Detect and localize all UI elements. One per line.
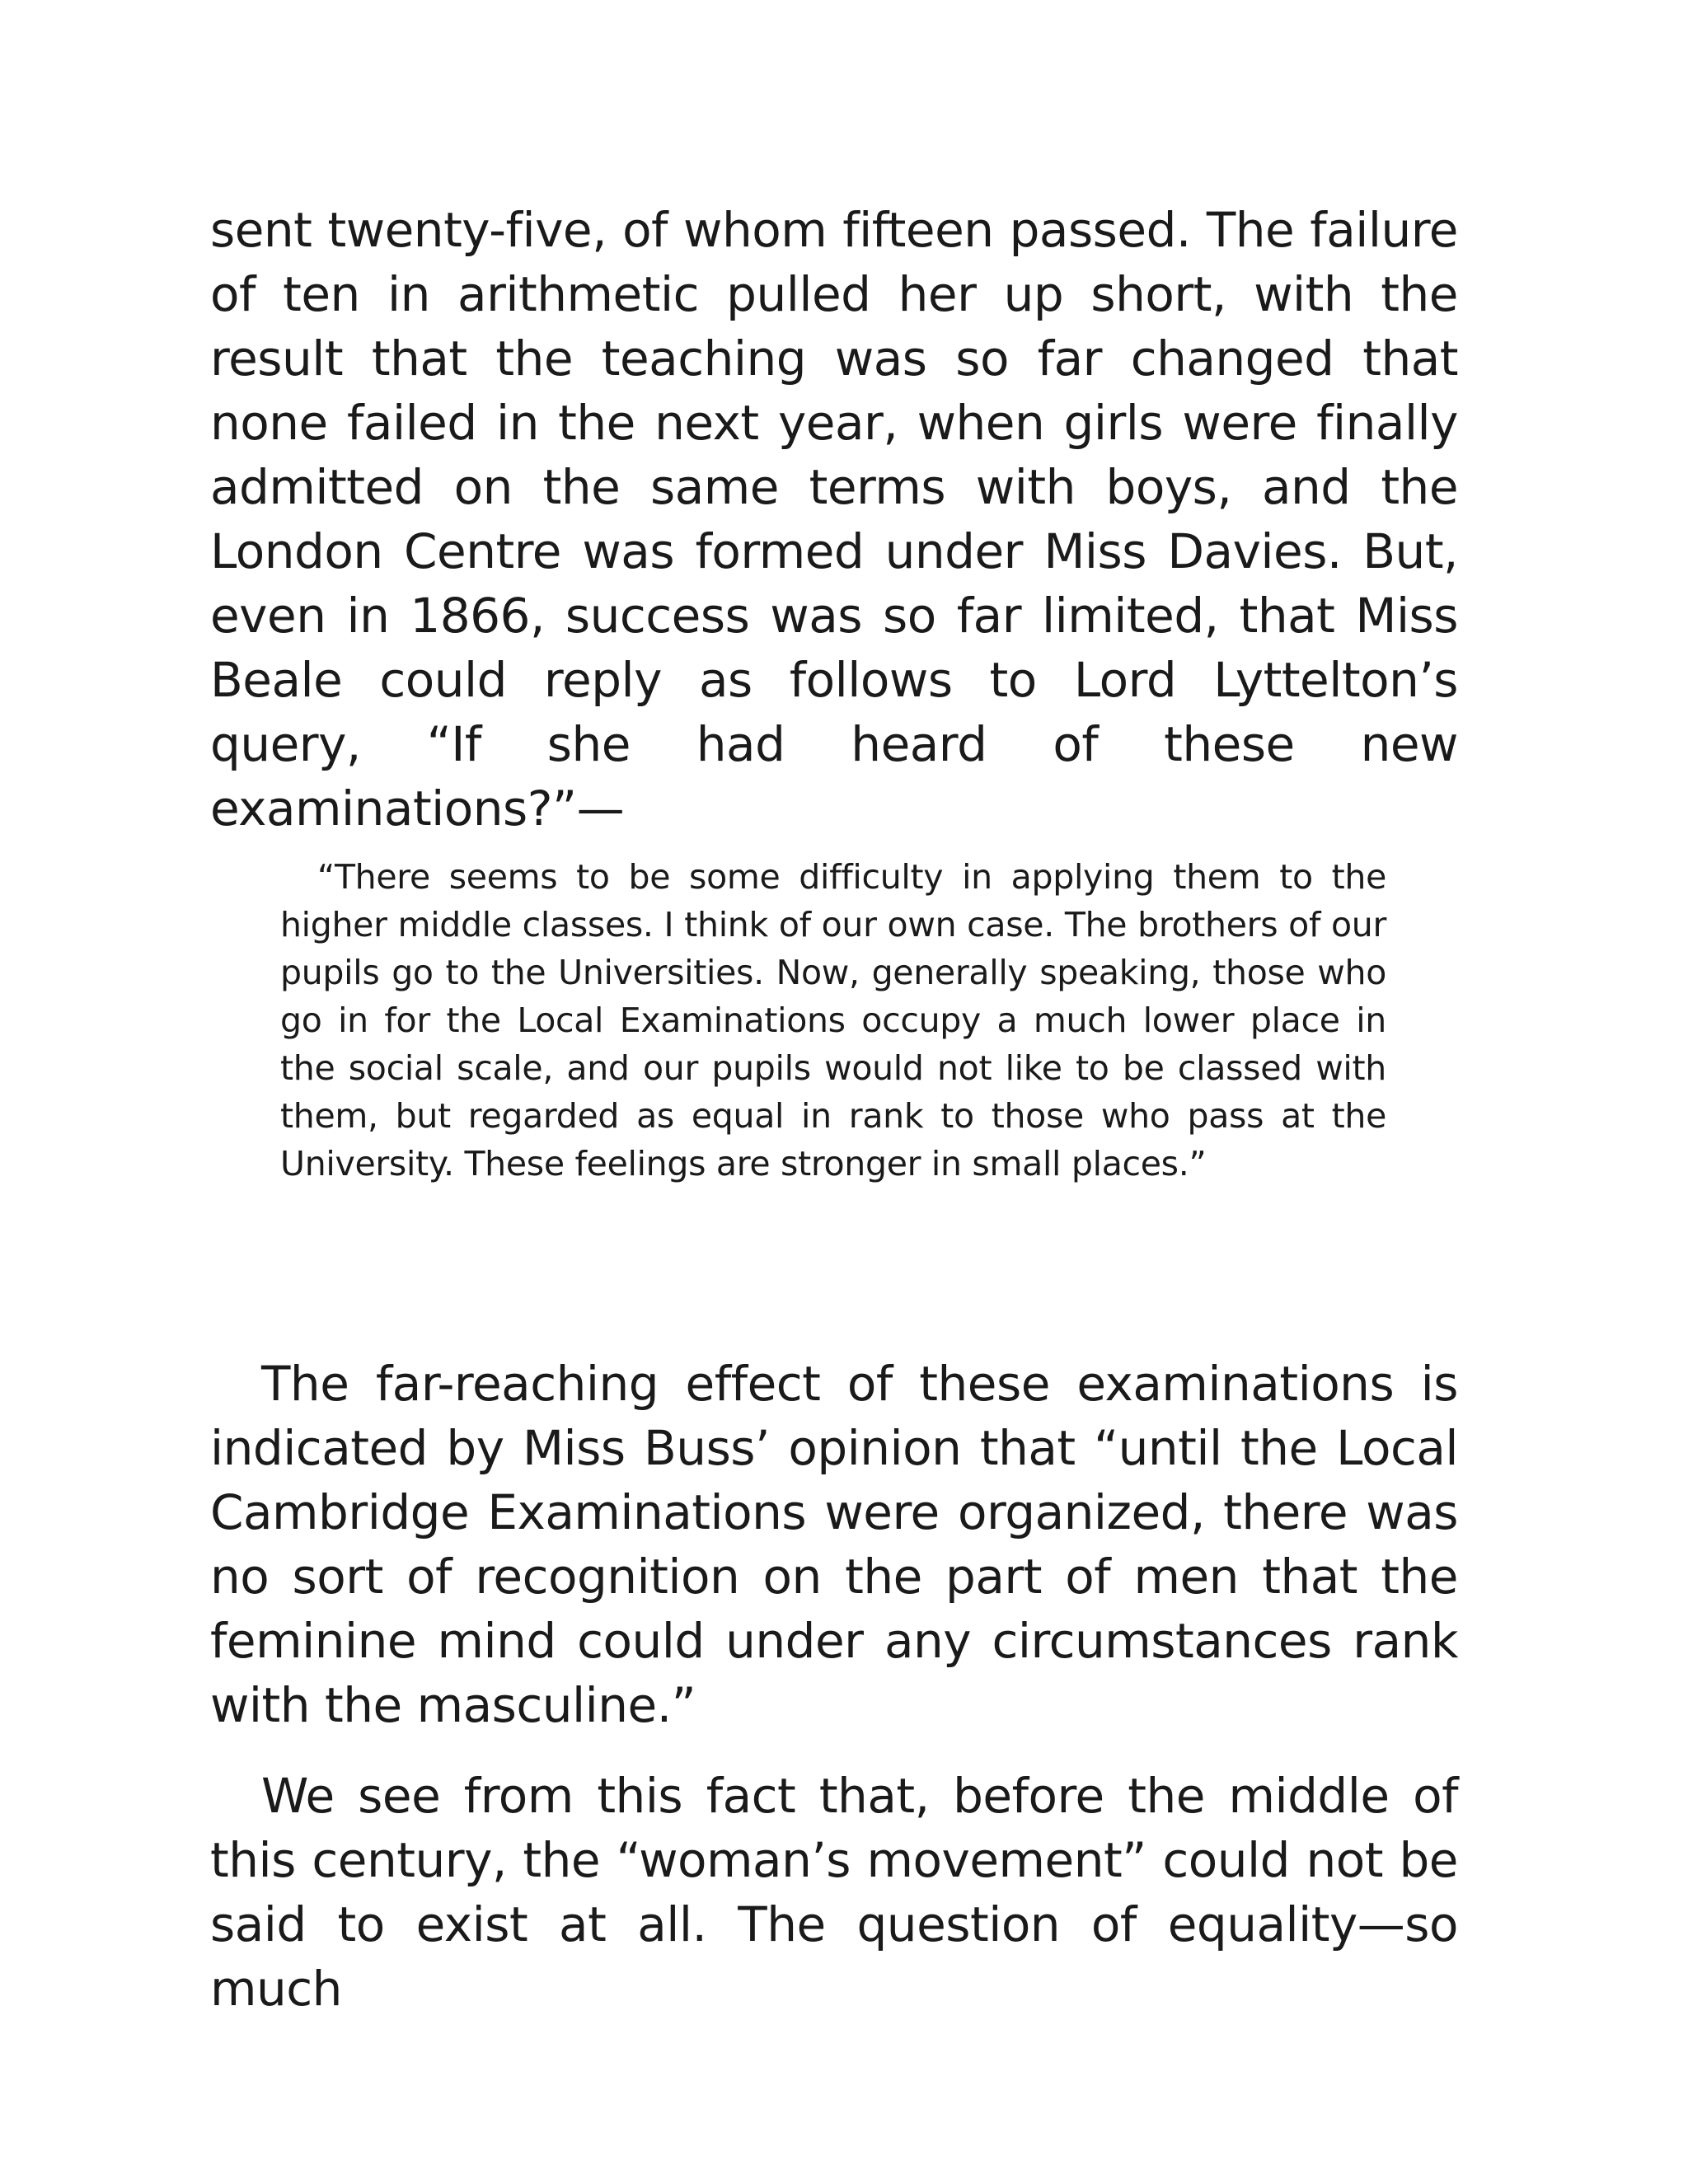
block-quotation: “There seems to be some difficulty in applying them to the higher middle classes. I think of our own case. The brothers of our pupils go to the Universities. Now, generally speaking, those who go in for the Local Examinations occupy a much lower place in the social scale, and our pupils would not like to be classed with them, but regarded as equal in rank to those who pass at the University. These feelings are stronger in small places.” (280, 857, 1386, 1183)
body-paragraph-continuation: sent twenty-five, of whom fifteen passed. The failure of ten in arithmetic pulled her up short, with the result that the teaching was so far changed that none failed in the next year, when girls were finally admitted on the same terms with boys, and the London Centre was formed under Miss Davies. But, even in 1866, success was so far limited, that Miss Beale could reply as follows to Lord Lyttelton’s query, “If she had heard of these new examinations?”— (210, 202, 1458, 837)
body-paragraph-womans-movement: We see from this fact that, before the middle of this century, the “woman’s movement” could not be said to exist at all. The question of equality—so much (210, 1768, 1458, 2017)
body-paragraph-examinations-effect: The far-reaching effect of these examinations is indicated by Miss Buss’ opinion that “until the Local Cambridge Examinations were organized, there was no sort of recognition on the part of men that the feminine mind could under any circumstances rank with the masculine.” (210, 1356, 1458, 1733)
